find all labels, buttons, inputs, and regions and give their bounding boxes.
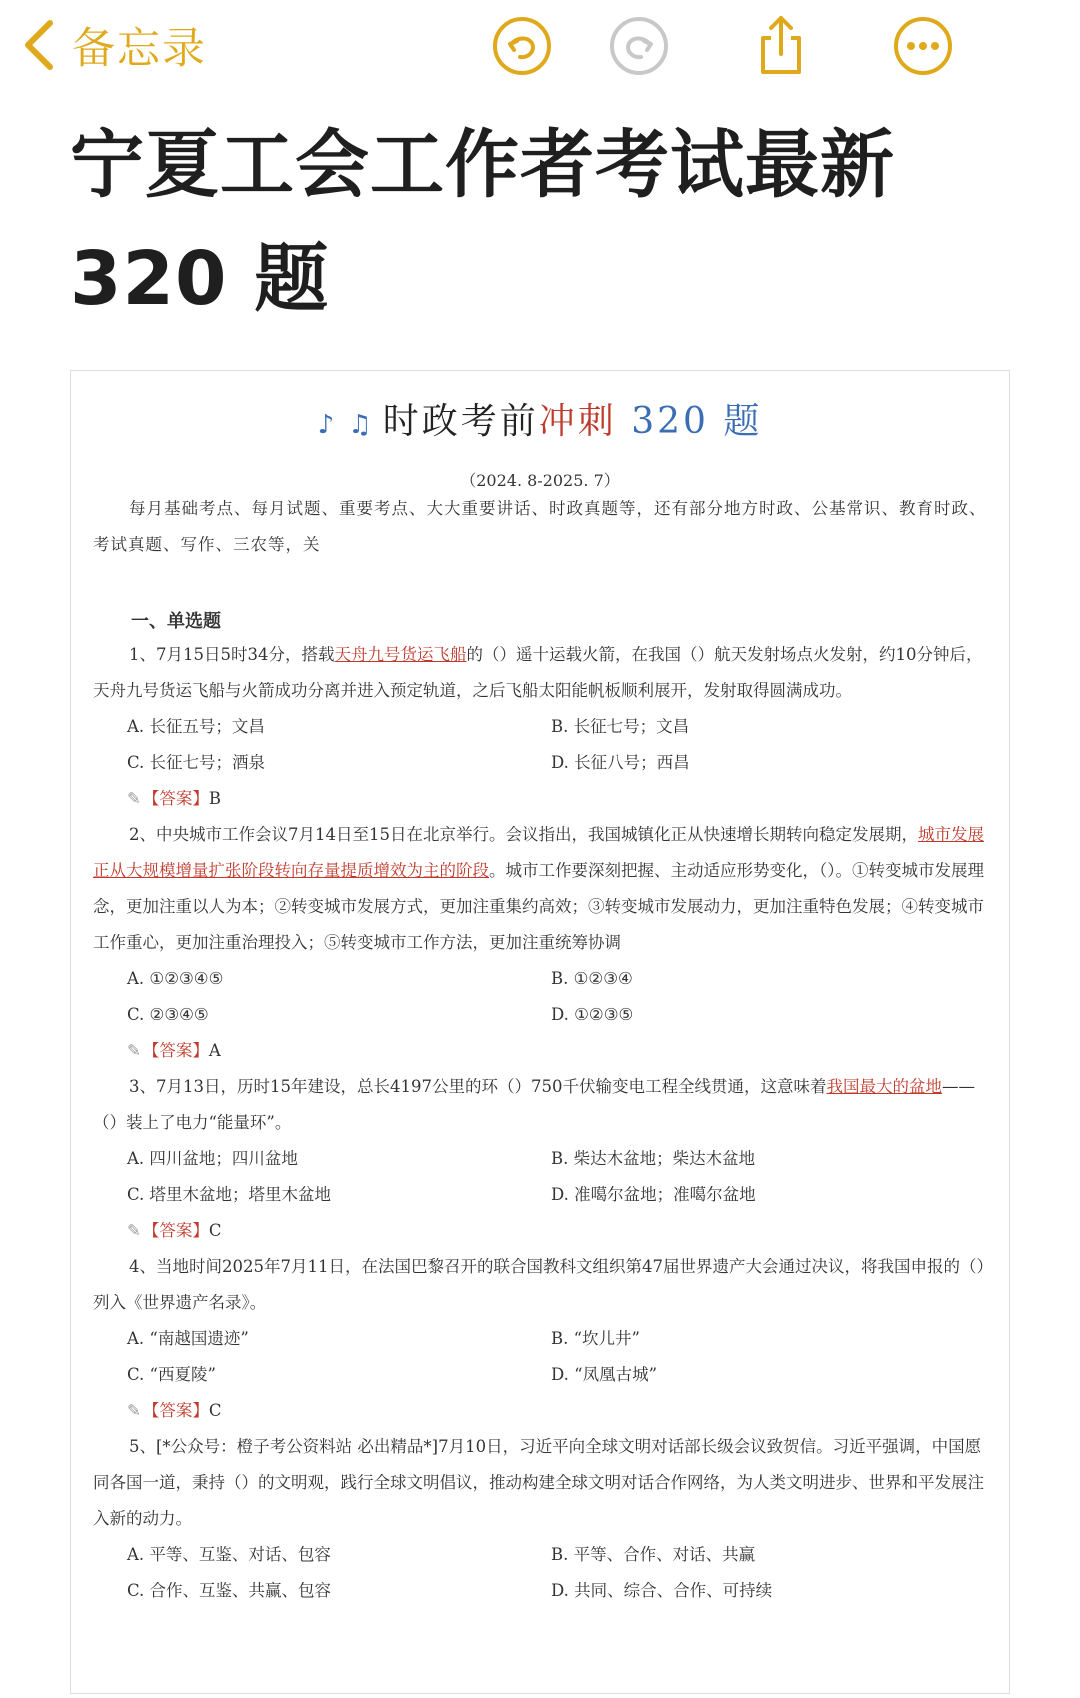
share-button[interactable] <box>749 14 813 78</box>
toolbar <box>0 0 1080 96</box>
back-label: 备忘录 <box>72 23 207 74</box>
option-b: B. 长征七号；文昌 <box>551 717 690 736</box>
question-1-options <box>71 709 1009 781</box>
answer-2: ✎ 【答案】A <box>127 1041 221 1060</box>
question-5-options <box>71 1537 1009 1609</box>
doc-date-range: （2024. 8-2025. 7） <box>460 471 620 490</box>
option-b: B. ①②③④ <box>551 969 633 988</box>
doc-header <box>71 393 1009 444</box>
undo-button[interactable] <box>490 14 554 78</box>
option-a: A. 平等、互鉴、对话、包容 <box>127 1545 331 1564</box>
section-heading: 一、单选题 <box>131 611 221 632</box>
option-d: D. 共同、综合、合作、可持续 <box>551 1581 773 1600</box>
option-c: C. ②③④⑤ <box>127 1005 209 1024</box>
question-1: 1、7月15日5时34分，搭载天舟九号货运飞船的（）遥十运载火箭，在我国（）航天发射场点火发射，约10分钟后，天舟九号货运飞船与火箭成功分离并进入预定轨道，之后飞船太阳能帆板顺利展开，发射取得圆满成功。 <box>93 645 983 700</box>
back-button[interactable] <box>18 14 207 76</box>
option-d: D. ①②③⑤ <box>551 1005 634 1024</box>
redo-icon <box>607 14 671 78</box>
more-button[interactable] <box>891 14 955 78</box>
doc-header-red: 冲刺 <box>538 401 617 442</box>
doc-intro: 每月基础考点、每月试题、重要考点、大大重要讲话、时政真题等，还有部分地方时政、公基常识、教育时政、考试真题、写作、三农等，关 <box>93 499 987 554</box>
option-b: B. 平等、合作、对话、共赢 <box>551 1545 756 1564</box>
note-title-line-2: 320 题 <box>70 236 330 322</box>
answer-1: ✎ 【答案】B <box>127 789 221 808</box>
question-2-options <box>71 961 1009 1033</box>
question-3-options <box>71 1141 1009 1213</box>
option-a: A. 长征五号；文昌 <box>127 717 265 736</box>
note-title-line-1: 宁夏工会工作者考试最新 <box>70 122 895 208</box>
note-title[interactable] <box>70 108 970 336</box>
option-c: C. 长征七号；酒泉 <box>127 753 266 772</box>
pen-icon: ✎ <box>127 1041 141 1060</box>
option-a: A. “南越国遗迹” <box>127 1329 249 1348</box>
answer-3: ✎ 【答案】C <box>127 1221 222 1240</box>
option-c: C. 塔里木盆地；塔里木盆地 <box>127 1185 332 1204</box>
question-4-options <box>71 1321 1009 1393</box>
option-d: D. 准噶尔盆地；准噶尔盆地 <box>551 1185 756 1204</box>
question-5: 5、[*公众号：橙子考公资料站 必出精品*]7月10日，习近平向全球文明对话部长级会议致贺信。习近平强调，中国愿同各国一道，秉持（）的文明观，践行全球文明倡议，推动构建全球文明对话合作网络，为人类文明进步、世界和平发展注入新的动力。 <box>93 1437 984 1528</box>
question-2: 2、中央城市工作会议7月14日至15日在北京举行。会议指出，我国城镇化正从快速增长期转向稳定发展期，城市发展正从大规模增量扩张阶段转向存量提质增效为主的阶段。城市工作要深刻把握、主动适应形势变化，（）。①转变城市发展理念，更加注重以人为本；②转变城市发展方式，更加注重集约高效；③转变城市发展动力，更加注重特色发展；④转变城市工作重心，更加注重治理投入；⑤转变城市工作方法，更加注重统筹协调 <box>93 825 984 952</box>
document-attachment[interactable] <box>70 370 1010 1694</box>
redo-button[interactable] <box>607 14 671 78</box>
question-4: 4、当地时间2025年7月11日，在法国巴黎召开的联合国教科文组织第47届世界遗产大会通过决议，将我国申报的（）列入《世界遗产名录》。 <box>93 1257 985 1312</box>
more-icon <box>891 14 955 78</box>
music-notes-icon: ♪ ♫ <box>317 410 375 440</box>
doc-header-black: 时政考前 <box>382 401 539 442</box>
option-a: A. ①②③④⑤ <box>127 969 224 988</box>
undo-icon <box>490 14 554 78</box>
option-b: B. 柴达木盆地；柴达木盆地 <box>551 1149 756 1168</box>
option-d: D. “凤凰古城” <box>551 1365 658 1384</box>
option-c: C. 合作、互鉴、共赢、包容 <box>127 1581 332 1600</box>
answer-4: ✎ 【答案】C <box>127 1401 222 1420</box>
option-b: B. “坎儿井” <box>551 1329 640 1348</box>
share-icon <box>749 14 813 78</box>
chevron-left-icon <box>18 17 62 73</box>
pen-icon: ✎ <box>127 1401 141 1420</box>
pen-icon: ✎ <box>127 1221 141 1240</box>
pen-icon: ✎ <box>127 789 141 808</box>
doc-header-blue: 320 题 <box>631 401 763 442</box>
question-3: 3、7月13日，历时15年建设，总长4197公里的环（）750千伏输变电工程全线贯通，这意味着我国最大的盆地——（）装上了电力“能量环”。 <box>93 1077 975 1132</box>
option-d: D. 长征八号；西昌 <box>551 753 690 772</box>
option-a: A. 四川盆地；四川盆地 <box>127 1149 298 1168</box>
option-c: C. “西夏陵” <box>127 1365 216 1384</box>
